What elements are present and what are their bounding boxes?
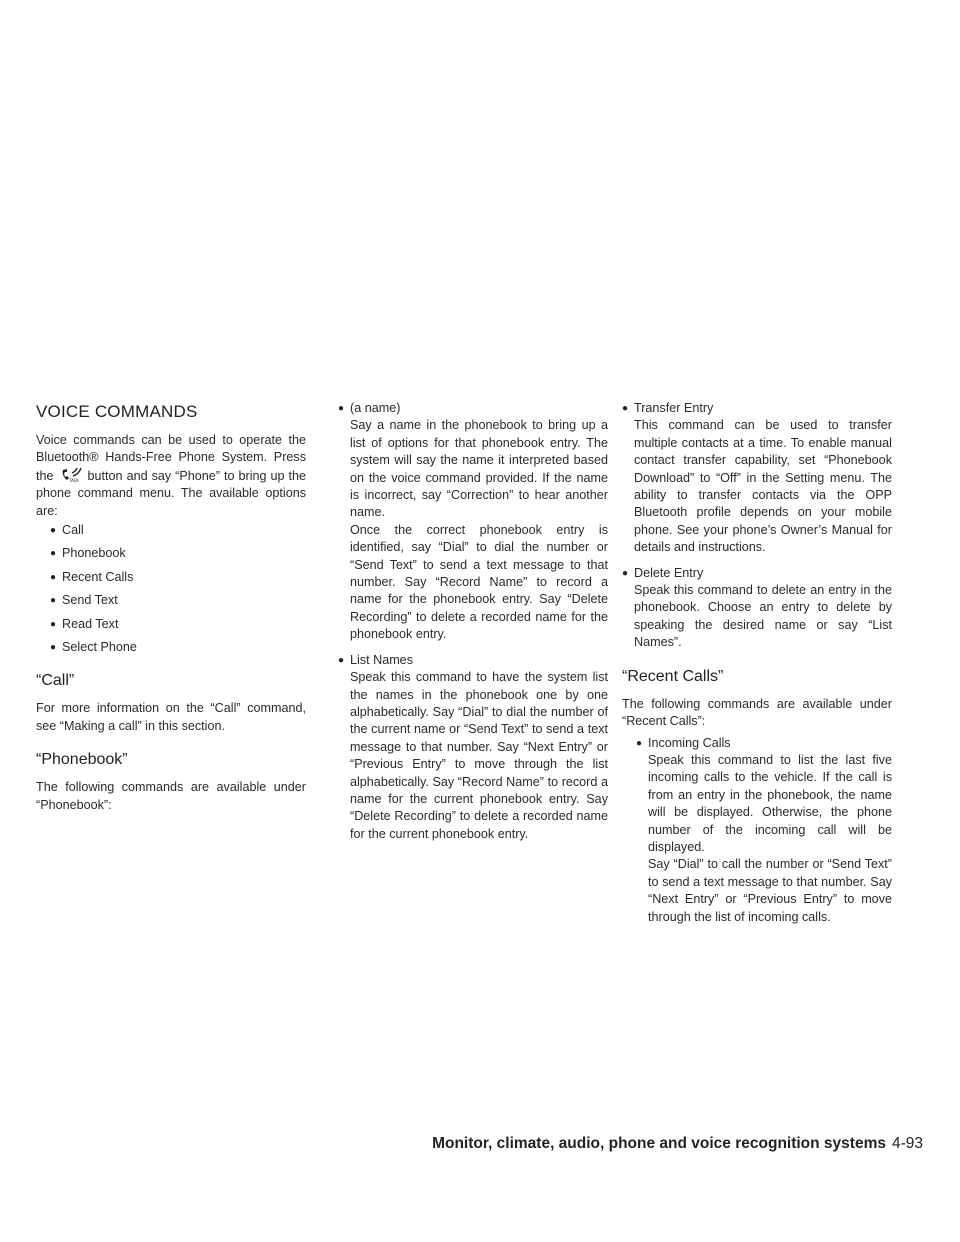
call-text: For more information on the “Call” command, see “Making a call” in this section. xyxy=(36,701,306,733)
entry-desc: This command can be used to transfer multiple contacts at a time. To enable manual contact transfer capability, set “Phonebook Download” to “Off” in the Setting menu. The ability to transfer contacts via the OPP Bluetooth profile depends on your mobile phone. See your phone’s Owner’s Manual for details and instructions. xyxy=(634,418,892,555)
option-item: ● Phonebook xyxy=(50,545,306,562)
column-3 xyxy=(622,400,892,934)
phone-talk-icon xyxy=(60,467,82,483)
options-list xyxy=(36,522,306,656)
entry-title: Transfer Entry xyxy=(634,401,714,415)
phonebook-heading: “Phonebook” xyxy=(36,751,128,769)
entry-desc: Speak this command to list the last five incoming calls to the vehicle. If the call is from an entry in the phonebook, the name will be displayed. Otherwise, the phone number of the incoming call will be displayed. xyxy=(648,752,892,854)
bullet: ● xyxy=(622,567,629,579)
intro-text-before: Voice commands can be used to operate the Bluetooth® Hands-Free Phone System. Press the xyxy=(36,433,306,483)
entry-desc: Say a name in the phonebook to bring up a list of options for that phonebook entry. The system will say the name it interpreted based on the voice command provided. If the name is incorrect, say “Correction” to hear another name. xyxy=(350,418,608,520)
intro-text-after: button and say “Phone” to bring up the phone command menu. The available options are: xyxy=(36,468,307,518)
entry-title: List Names xyxy=(350,652,413,667)
bullet: ● xyxy=(636,737,643,749)
phonebook-entry-delete xyxy=(622,565,892,652)
intro-paragraph xyxy=(36,432,306,520)
recent-calls-intro: The following commands are available under “Recent Calls”: xyxy=(622,696,892,729)
phonebook-intro: The following commands are available under “Phonebook”: xyxy=(36,780,306,812)
phonebook-entry-list-names xyxy=(338,652,608,843)
entry-title: Incoming Calls xyxy=(648,735,731,750)
page-number: 4-93 xyxy=(891,1135,923,1152)
option-item: ● Call xyxy=(50,522,306,539)
bullet: ● xyxy=(338,654,345,666)
phonebook-entry-transfer xyxy=(622,400,892,557)
bullet: ● xyxy=(622,403,629,414)
entry-desc: Speak this command to delete an entry in the phonebook. Choose an entry to delete by speaking the desired name or say “List Names”. xyxy=(634,583,892,650)
option-item: ● Send Text xyxy=(50,592,306,609)
column-2 xyxy=(338,400,608,851)
chapter-title: Monitor, climate, audio, phone and voice recognition systems xyxy=(432,1135,886,1152)
call-heading: “Call” xyxy=(36,672,75,690)
entry-desc: Say “Dial” to call the number or “Send Text” to send a text message to that number. Say “Next Entry” or “Previous Entry” to move through the list of incoming calls. xyxy=(648,857,892,924)
entry-title: (a name) xyxy=(350,401,401,415)
section-title: VOICE COMMANDS xyxy=(36,402,198,421)
phonebook-entry-name xyxy=(338,400,608,644)
page-footer xyxy=(432,1135,923,1153)
svg-text:TALK: TALK xyxy=(68,477,79,483)
entry-desc: Once the correct phonebook entry is identified, say “Dial” to dial the number or “Send Text” to send a text message to that number. Say “Record Name” to record a name for the phonebook entry. Say “Delete Recording” to delete a recorded name for the phonebook entry. xyxy=(350,522,608,642)
column-1 xyxy=(36,400,306,814)
entry-title: Delete Entry xyxy=(634,565,704,580)
option-item: ● Read Text xyxy=(50,616,306,633)
recent-entry-incoming xyxy=(636,735,892,926)
option-item: ● Select Phone xyxy=(50,639,306,656)
bullet: ● xyxy=(338,403,345,414)
recent-calls-heading: “Recent Calls” xyxy=(622,667,724,685)
option-item: ● Recent Calls xyxy=(50,569,306,586)
entry-desc: Speak this command to have the system list the names in the phonebook one by one alphabetically. Say “Dial” to dial the number of the current name or “Send Text” to send a text message to that number. Say “Next Entry” or “Previous Entry” to move through the list alphabetically. Say “Record Name” to record a name for the current phonebook entry. Say “Delete Recording” to delete a recorded name for the current phonebook entry. xyxy=(350,670,608,841)
